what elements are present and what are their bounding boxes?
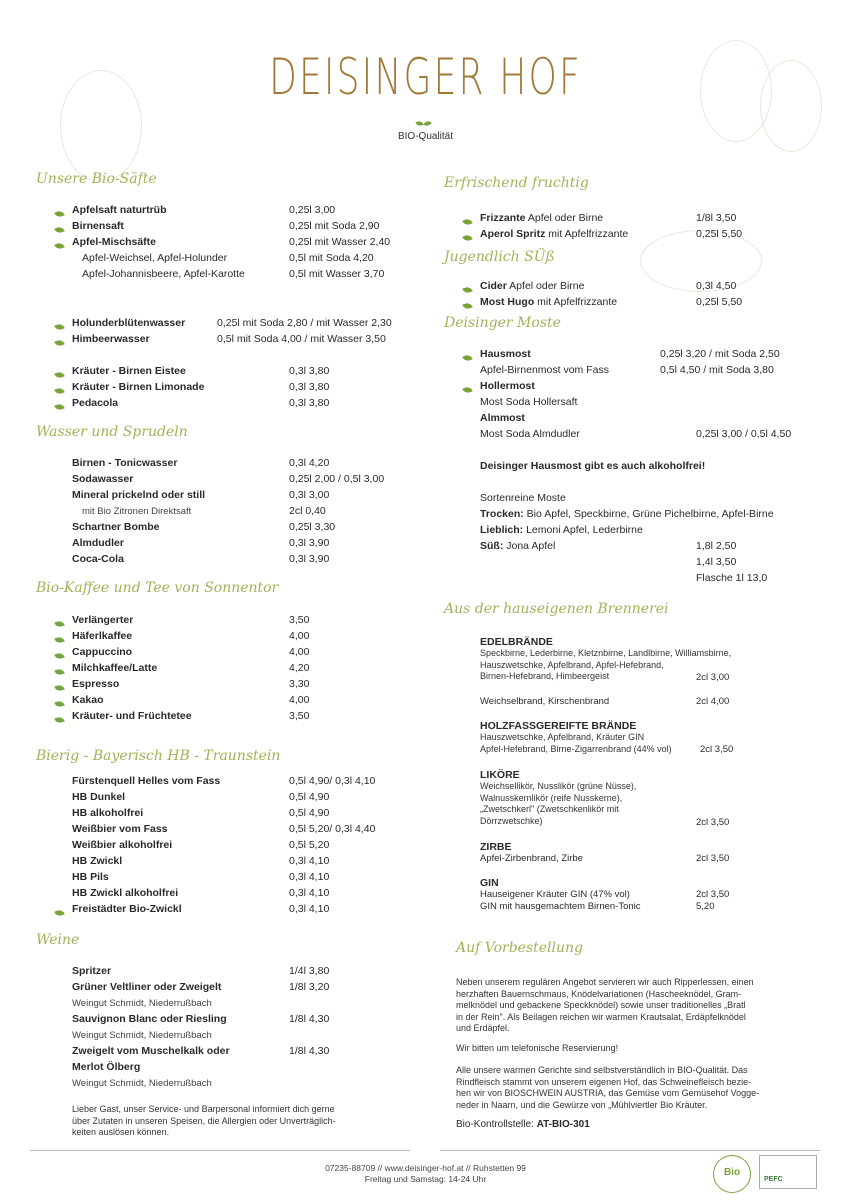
item-name: Birnen - Tonicwasser [72,457,178,469]
leaf-icon [55,906,64,920]
leaf-icon [463,231,472,245]
most-note: Deisinger Hausmost gibt es auch alkoholfrei! [480,460,706,472]
item-price: 0,25l 3,00 [289,204,336,216]
brand-line: Weichselbrand, Kirschenbrand [480,696,610,707]
leaf-icon [55,223,64,237]
section-heading: Bierig - Bayerisch HB - Traunstein [36,748,281,764]
brand-lines: Weichsellikör, Nusslikör (grüne Nüsse), Walnusskernlikör (reife Nusskerne), „Zwetschkerl" (Zwetschkenlikör mit Dörrzwetschke) [480,781,637,826]
menu-item [72,520,160,534]
item-name: Cappuccino [72,646,133,658]
vorbestellung-p2: Wir bitten um telefonische Reservierung! [456,1043,619,1053]
item-name: Apfel-Mischsäfte [72,236,157,248]
leaf-icon [463,351,472,365]
item-price: 3,30 [289,678,310,690]
menu-item [72,996,212,1011]
item-name: Apfel-Weichsel, Apfel-Holunder [82,252,228,264]
menu-item [72,536,124,550]
brand-line: GIN mit hausgemachtem Birnen-Tonic [480,901,641,912]
brand-lines: Speckbirne, Lederbirne, Kletznbirne, Landlbirne, Williamsbirne, Hauszwetschke, Apfelbrand, Apfel-Hefebrand, Birnen-Hefebrand, Himbeergeist [480,648,732,681]
menu-item [72,1044,230,1058]
price: 2cl 3,50 [700,744,734,755]
item-price: 4,00 [289,630,310,642]
price: 1,8l 2,50 [696,540,737,552]
menu-item [72,203,167,217]
item-price: 0,3l 3,00 [289,489,330,501]
menu-item [72,629,132,643]
item-price: 0,3l 4,10 [289,855,330,867]
item-name: HB Zwickl [72,855,123,867]
item-name: HB Pils [72,871,109,883]
item-name: Cider [480,280,507,292]
item-name: Weingut Schmidt, Niederrußbach [72,1078,212,1089]
menu-item [480,227,628,241]
item-price: 0,3l 4,20 [289,457,330,469]
item-name: Sauvignon Blanc oder Riesling [72,1013,227,1025]
item-name: Holunderblütenwasser [72,317,186,329]
leaf-icon [55,384,64,398]
item-desc: mit Apfelfrizzante [534,296,618,308]
item-name: Fürstenquell Helles vom Fass [72,775,221,787]
sortenrein-suess: Süß: Jona Apfel [480,540,556,552]
item-name: Most Hugo [480,296,535,308]
item-price: 1/8l 3,50 [696,212,737,224]
item-name: Spritzer [72,965,112,977]
leaf-icon [55,697,64,711]
vorbestellung-p1: Neben unserem regulären Angebot servieren wir auch Ripperlessen, einen herzhaften Bauernschmaus, Knödelvariationen (Hascheeknödel, Gram- melknödel und gebackene Speckknödel) sowie unser traditionelles „Bratl in der Rein". Als Beilagen reichen wir warmen Krautsalat, Erdäpfelknödel und Erdäpfel. [456,977,754,1033]
menu-item [72,364,186,378]
item-name: HB Dunkel [72,791,126,803]
menu-item [72,613,133,627]
item-name: Häferlkaffee [72,630,133,642]
item-price: 0,5l 4,50 / mit Soda 3,80 [660,364,774,376]
menu-item [72,870,109,884]
price: 5,20 [696,901,715,912]
item-name: Almmost [480,412,525,424]
item-name: Weißbier vom Fass [72,823,168,835]
item-price: 0,5l mit Soda 4,20 [289,252,374,264]
item-name: Frizzante [480,212,526,224]
item-price: 0,3l 3,80 [289,397,330,409]
sortenrein-trocken: Trocken: Bio Apfel, Speckbirne, Grüne Pichelbirne, Apfel-Birne [480,508,774,520]
item-price: 0,5l 4,90 [289,791,330,803]
item-price: 0,25l mit Wasser 2,40 [289,236,391,248]
divider [30,1150,410,1151]
item-price: 0,3l 4,10 [289,887,330,899]
item-name: Espresso [72,678,120,690]
item-price: 0,25l 3,20 / mit Soda 2,50 [660,348,780,360]
sortenrein-title: Sortenreine Moste [480,492,566,504]
item-name: Pedacola [72,397,119,409]
menu-item [82,251,227,265]
item-price: 0,3l 3,90 [289,537,330,549]
item-price: 0,5l 5,20 [289,839,330,851]
menu-item [72,380,204,394]
section-heading: Auf Vorbestellung [456,940,583,956]
menu-item [480,211,603,225]
menu-item [82,267,245,281]
subtitle: BIO-Qualität [397,131,454,142]
item-name: Most Soda Almdudler [480,428,580,440]
item-price: 1/8l 4,30 [289,1045,330,1057]
menu-item [72,709,192,723]
item-price: 0,3l 4,50 [696,280,737,292]
item-price: 4,00 [289,694,310,706]
section-heading: Jugendlich SÜß [444,249,555,265]
item-price: 2cl 0,40 [289,505,326,517]
menu-item [82,504,191,519]
item-name: Apfelsaft naturtrüb [72,204,167,216]
item-name: Apfel-Birnenmost vom Fass [480,364,609,376]
brand-line: Apfel-Zirbenbrand, Zirbe [480,853,583,864]
item-name: Almdudler [72,537,124,549]
brand-lines: Hauszwetschke, Apfelbrand, Kräuter GIN Apfel-Hefebrand, Birne-Zigarrenbrand (44% vol) [480,732,672,754]
leaf-icon [55,320,64,334]
leaf-icon [55,665,64,679]
leaf-icon [55,239,64,253]
item-desc: mit Apfelfrizzante [545,228,629,240]
menu-item [480,395,577,409]
section-heading: Aus der hauseigenen Brennerei [444,601,669,617]
item-price: 0,25l 5,50 [696,228,743,240]
menu-item [72,1060,140,1074]
leaf-icon [55,336,64,350]
menu-item [72,693,104,707]
item-name: Birnensaft [72,220,124,232]
item-price: 0,25l 3,30 [289,521,336,533]
menu-item [72,456,177,470]
menu-item [480,411,525,425]
section-heading: Weine [36,932,80,948]
price: 2cl 3,50 [696,889,730,900]
menu-item [480,427,580,441]
brand-line: Hauseigener Kräuter GIN (47% vol) [480,889,630,900]
item-name: Milchkaffee/Latte [72,662,158,674]
sortenrein-lieblich: Lieblich: Lemoni Apfel, Lederbirne [480,524,643,536]
leaf-icon [463,283,472,297]
menu-item [72,790,125,804]
item-name: Grüner Veltliner oder Zweigelt [72,981,222,993]
price: 1,4l 3,50 [696,556,737,568]
menu-item [72,677,119,691]
item-price: 0,25l mit Soda 2,80 / mit Wasser 2,30 [217,317,392,329]
item-price: 0,3l 3,80 [289,365,330,377]
menu-item [72,219,124,233]
item-name: Himbeerwasser [72,333,150,345]
item-name: Hausmost [480,348,531,360]
menu-item [72,822,168,836]
item-price: 0,3l 4,10 [289,871,330,883]
item-name: Schartner Bombe [72,521,160,533]
menu-item [72,316,185,330]
menu-item [72,980,221,994]
item-name: Weingut Schmidt, Niederrußbach [72,998,212,1009]
menu-item [72,964,111,978]
section-heading: Erfrischend fruchtig [444,175,589,191]
price: 2cl 3,00 [696,672,730,683]
section-heading: Unsere Bio-Säfte [36,171,157,187]
item-price: 0,3l 4,10 [289,903,330,915]
price: 2cl 3,50 [696,817,730,828]
item-name: Apfel-Johannisbeere, Apfel-Karotte [82,268,245,280]
item-price: 1/8l 4,30 [289,1013,330,1025]
item-price: 0,25l mit Soda 2,90 [289,220,380,232]
leaf-icon [55,649,64,663]
item-name: Zweigelt vom Muschelkalk oder [72,1045,230,1057]
footer-contact: 07235-88709 // www.deisinger-hof.at // Ruhstetten 99 [325,1163,526,1173]
item-price: 0,25l 3,00 / 0,5l 4,50 [696,428,792,440]
menu-item [72,854,122,868]
item-price: 3,50 [289,710,310,722]
price: 2cl 3,50 [696,853,730,864]
menu-item [480,295,617,309]
menu-item [480,379,535,393]
leaf-icon [55,713,64,727]
section-heading: Deisinger Moste [444,315,561,331]
menu-item [72,886,178,900]
menu-item [72,838,172,852]
brand-title: ZIRBE [480,841,512,853]
menu-item [72,806,143,820]
item-price: 3,50 [289,614,310,626]
logo: DEISINGER HOF [269,48,582,106]
leaf-icon [55,617,64,631]
item-name: Kräuter - Birnen Eistee [72,365,186,377]
leaf-icon [55,633,64,647]
item-price: 0,5l mit Wasser 3,70 [289,268,385,280]
item-desc: Apfel oder Birne [506,280,585,292]
menu-item [72,552,124,566]
menu-item [480,347,531,361]
menu-item [72,1076,212,1091]
footer-hours: Freitag und Samstag: 14-24 Uhr [364,1174,487,1184]
item-name: Aperol Spritz [480,228,546,240]
leaf-icon [463,299,472,313]
item-name: Mineral prickelnd oder still [72,489,206,501]
item-price: 4,00 [289,646,310,658]
brand-title: EDELBRÄNDE [480,636,553,648]
leaf-icon [55,368,64,382]
item-name: Hollermost [480,380,535,392]
leaf-icon [463,383,472,397]
menu-item [72,902,182,916]
item-price: 0,3l 3,80 [289,381,330,393]
item-desc: Apfel oder Birne [525,212,604,224]
menu-item [72,661,157,675]
item-price: 0,5l 4,90/ 0,3l 4,10 [289,775,376,787]
logo-leaf-icon [416,113,432,131]
divider [440,1150,820,1151]
menu-item [72,332,150,346]
item-name: Weißbier alkoholfrei [72,839,173,851]
menu-item [72,235,156,249]
item-name: Freistädter Bio-Zwickl [72,903,182,915]
brand-title: GIN [480,877,499,889]
item-price: 4,20 [289,662,310,674]
item-name: Coca-Cola [72,553,124,565]
item-name: Kräuter- und Früchtetee [72,710,192,722]
item-price: 0,5l 4,90 [289,807,330,819]
leaf-icon [463,215,472,229]
item-price: 0,5l mit Soda 4,00 / mit Wasser 3,50 [217,333,386,345]
menu-item [72,396,118,410]
menu-item [480,279,584,293]
vorbestellung-p3: Alle unsere warmen Gerichte sind selbstverständlich in BIO-Qualität. Das Rindfleisch stammt von unserem eigenen Hof, das Schweinefleisch bezie- hen wir von BIOSCHWEIN AUSTRIA, das Gemüse vom Gemüsehof Vogge- neder in Naarn, und die Gewürze von „Mühlviertler Bio Kräuter. [456,1065,760,1110]
menu-item [72,1012,227,1026]
item-name: HB alkoholfrei [72,807,144,819]
bio-badge-icon: Bio [713,1155,751,1193]
menu-item [72,488,205,502]
price: Flasche 1l 13,0 [696,572,768,584]
menu-item [72,1028,212,1043]
pefc-badge-icon: PEFC [759,1155,817,1189]
leaf-icon [55,681,64,695]
menu-item [72,645,132,659]
item-name: Most Soda Hollersaft [480,396,578,408]
item-price: 0,5l 5,20/ 0,3l 4,40 [289,823,376,835]
kontrollstelle: Bio-Kontrollstelle: AT-BIO-301 [456,1119,590,1130]
item-price: 0,3l 3,90 [289,553,330,565]
allergy-note: Lieber Gast, unser Service- und Barpersonal informiert dich gerne über Zutaten in unseren Speisen, die Allergien oder Unverträglich- keiten auslösen können. [72,1104,336,1137]
item-name: mit Bio Zitronen Direktsaft [82,506,192,517]
leaf-icon [55,207,64,221]
price: 2cl 4,00 [696,696,730,707]
item-price: 0,25l 5,50 [696,296,743,308]
leaf-icon [55,400,64,414]
brand-title: LIKÖRE [480,769,520,781]
item-price: 1/8l 3,20 [289,981,330,993]
brand-title: HOLZFASSGEREIFTE BRÄNDE [480,720,637,732]
item-name: Kräuter - Birnen Limonade [72,381,205,393]
item-name: Sodawasser [72,473,134,485]
item-name: Verlängerter [72,614,134,626]
section-heading: Wasser und Sprudeln [36,424,188,440]
item-name: Weingut Schmidt, Niederrußbach [72,1030,212,1041]
item-price: 0,25l 2,00 / 0,5l 3,00 [289,473,385,485]
item-price: 1/4l 3,80 [289,965,330,977]
item-name: HB Zwickl alkoholfrei [72,887,179,899]
menu-item [480,363,609,377]
item-name: Merlot Ölberg [72,1061,141,1073]
menu-item [72,774,220,788]
section-heading: Bio-Kaffee und Tee von Sonnentor [36,580,279,596]
item-name: Kakao [72,694,104,706]
menu-item [72,472,133,486]
